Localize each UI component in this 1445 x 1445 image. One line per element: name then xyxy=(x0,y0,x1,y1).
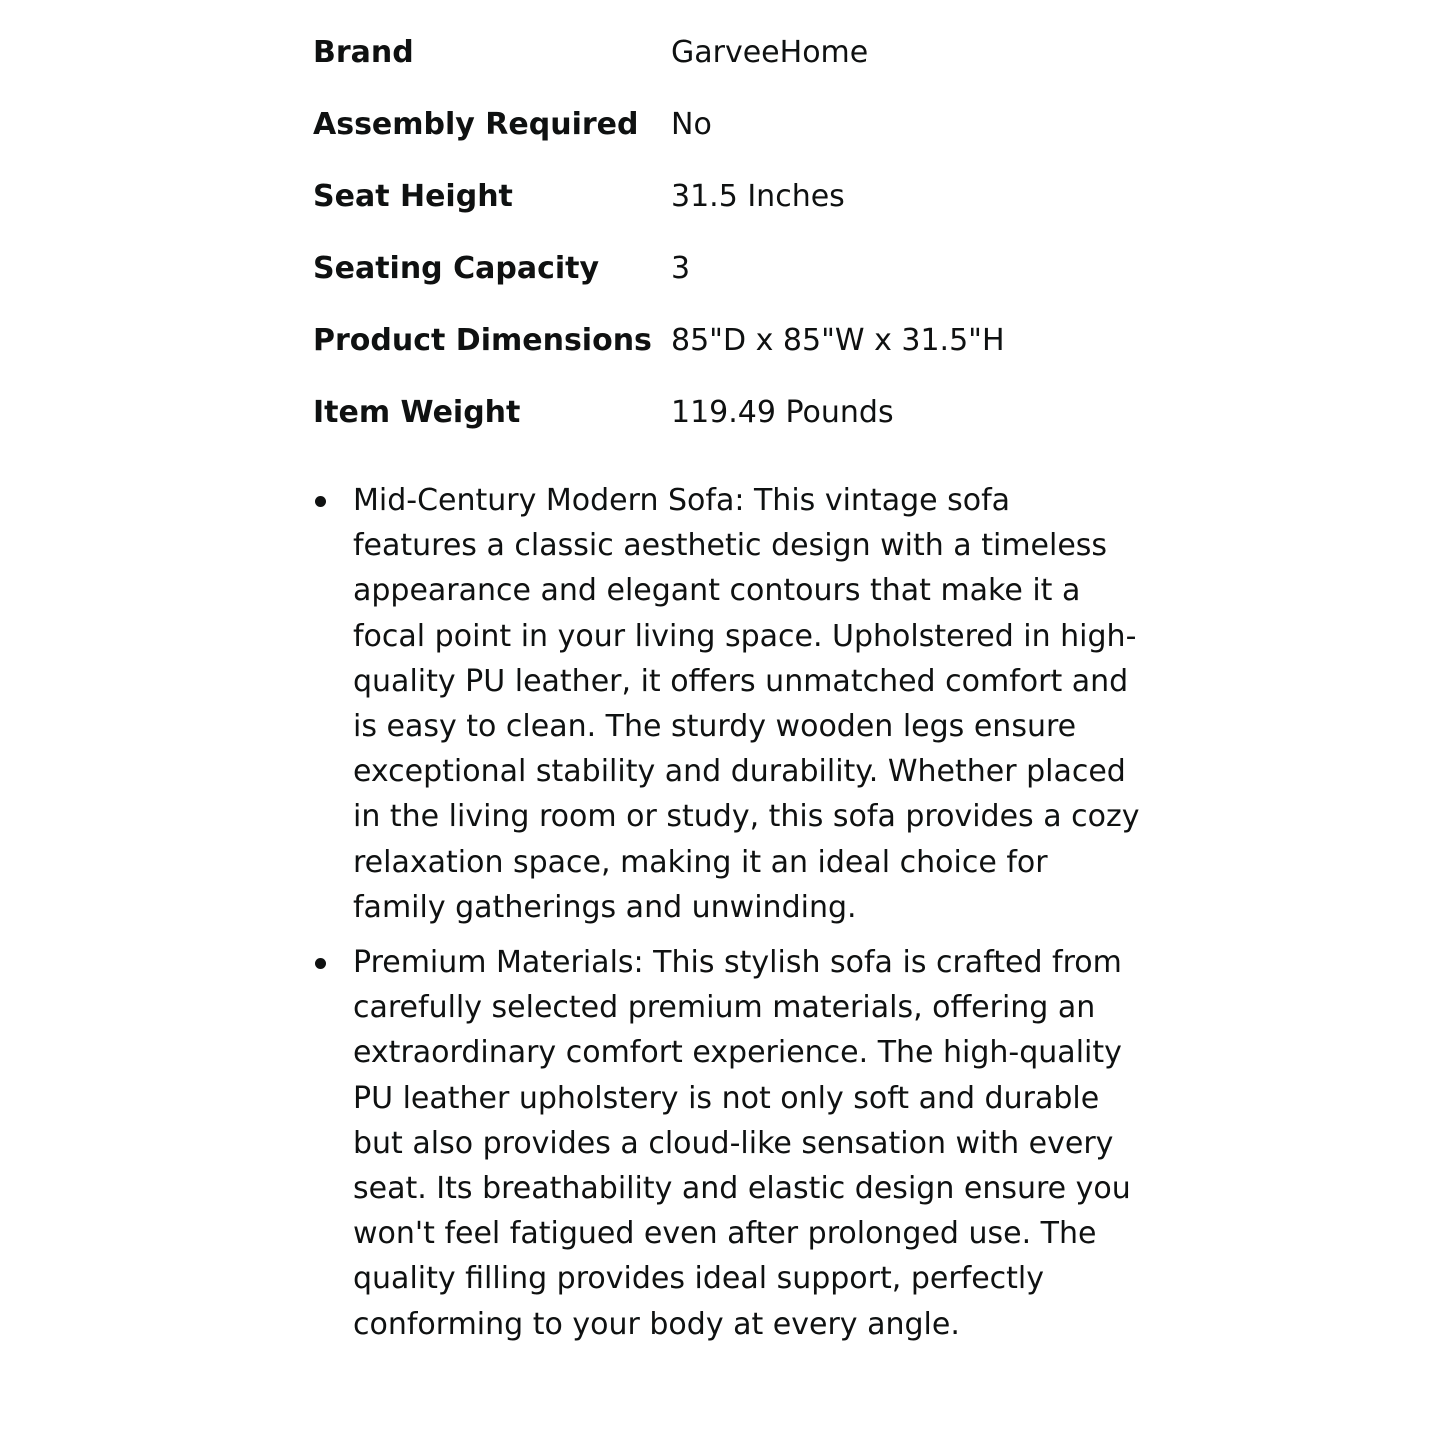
spec-row-assembly-required xyxy=(313,75,1143,147)
spec-row-brand xyxy=(313,30,1143,75)
spec-label: Product Dimensions xyxy=(313,323,652,358)
spec-row-item-weight xyxy=(313,363,1143,435)
spec-row-product-dimensions xyxy=(313,291,1143,363)
spec-value: 3 xyxy=(671,251,691,286)
bullet-dot-icon xyxy=(315,958,326,969)
spec-label: Assembly Required xyxy=(313,107,639,142)
feature-bullet xyxy=(313,478,1143,930)
feature-bullet-text: Premium Materials: This stylish sofa is crafted from carefully selected premium materials, offering an extraordinary comfort experience. The high-quality PU leather upholstery is not only soft and durable but also provides a cloud-like sensation with every seat. Its breathability and elastic design ensure you won't feel fatigued even after prolonged use. The quality filling provides ideal support, perfectly conforming to your body at every angle. xyxy=(353,945,1131,1342)
spec-label: Brand xyxy=(313,35,414,70)
spec-value: 85"D x 85"W x 31.5"H xyxy=(671,323,1005,358)
product-details xyxy=(313,30,1143,1357)
feature-bullet-text: Mid-Century Modern Sofa: This vintage sofa features a classic aesthetic design with a timeless appearance and elegant contours that make it a focal point in your living space. Upholstered in high-quality PU leather, it offers unmatched comfort and is easy to clean. The sturdy wooden legs ensure exceptional stability and durability. Whether placed in the living room or study, this sofa provides a cozy relaxation space, making it an ideal choice for family gatherings and unwinding. xyxy=(353,483,1140,925)
spec-value: GarveeHome xyxy=(671,35,869,70)
spec-value: No xyxy=(671,107,712,142)
feature-bullet xyxy=(313,940,1143,1347)
spec-row-seat-height xyxy=(313,147,1143,219)
spec-row-seating-capacity xyxy=(313,219,1143,291)
spec-label: Seat Height xyxy=(313,179,513,214)
spec-label: Item Weight xyxy=(313,395,521,430)
specs-table xyxy=(313,30,1143,435)
feature-bullets xyxy=(313,478,1143,1347)
spec-value: 31.5 Inches xyxy=(671,179,845,214)
spec-label: Seating Capacity xyxy=(313,251,600,286)
bullet-dot-icon xyxy=(315,496,326,507)
spec-value: 119.49 Pounds xyxy=(671,395,894,430)
